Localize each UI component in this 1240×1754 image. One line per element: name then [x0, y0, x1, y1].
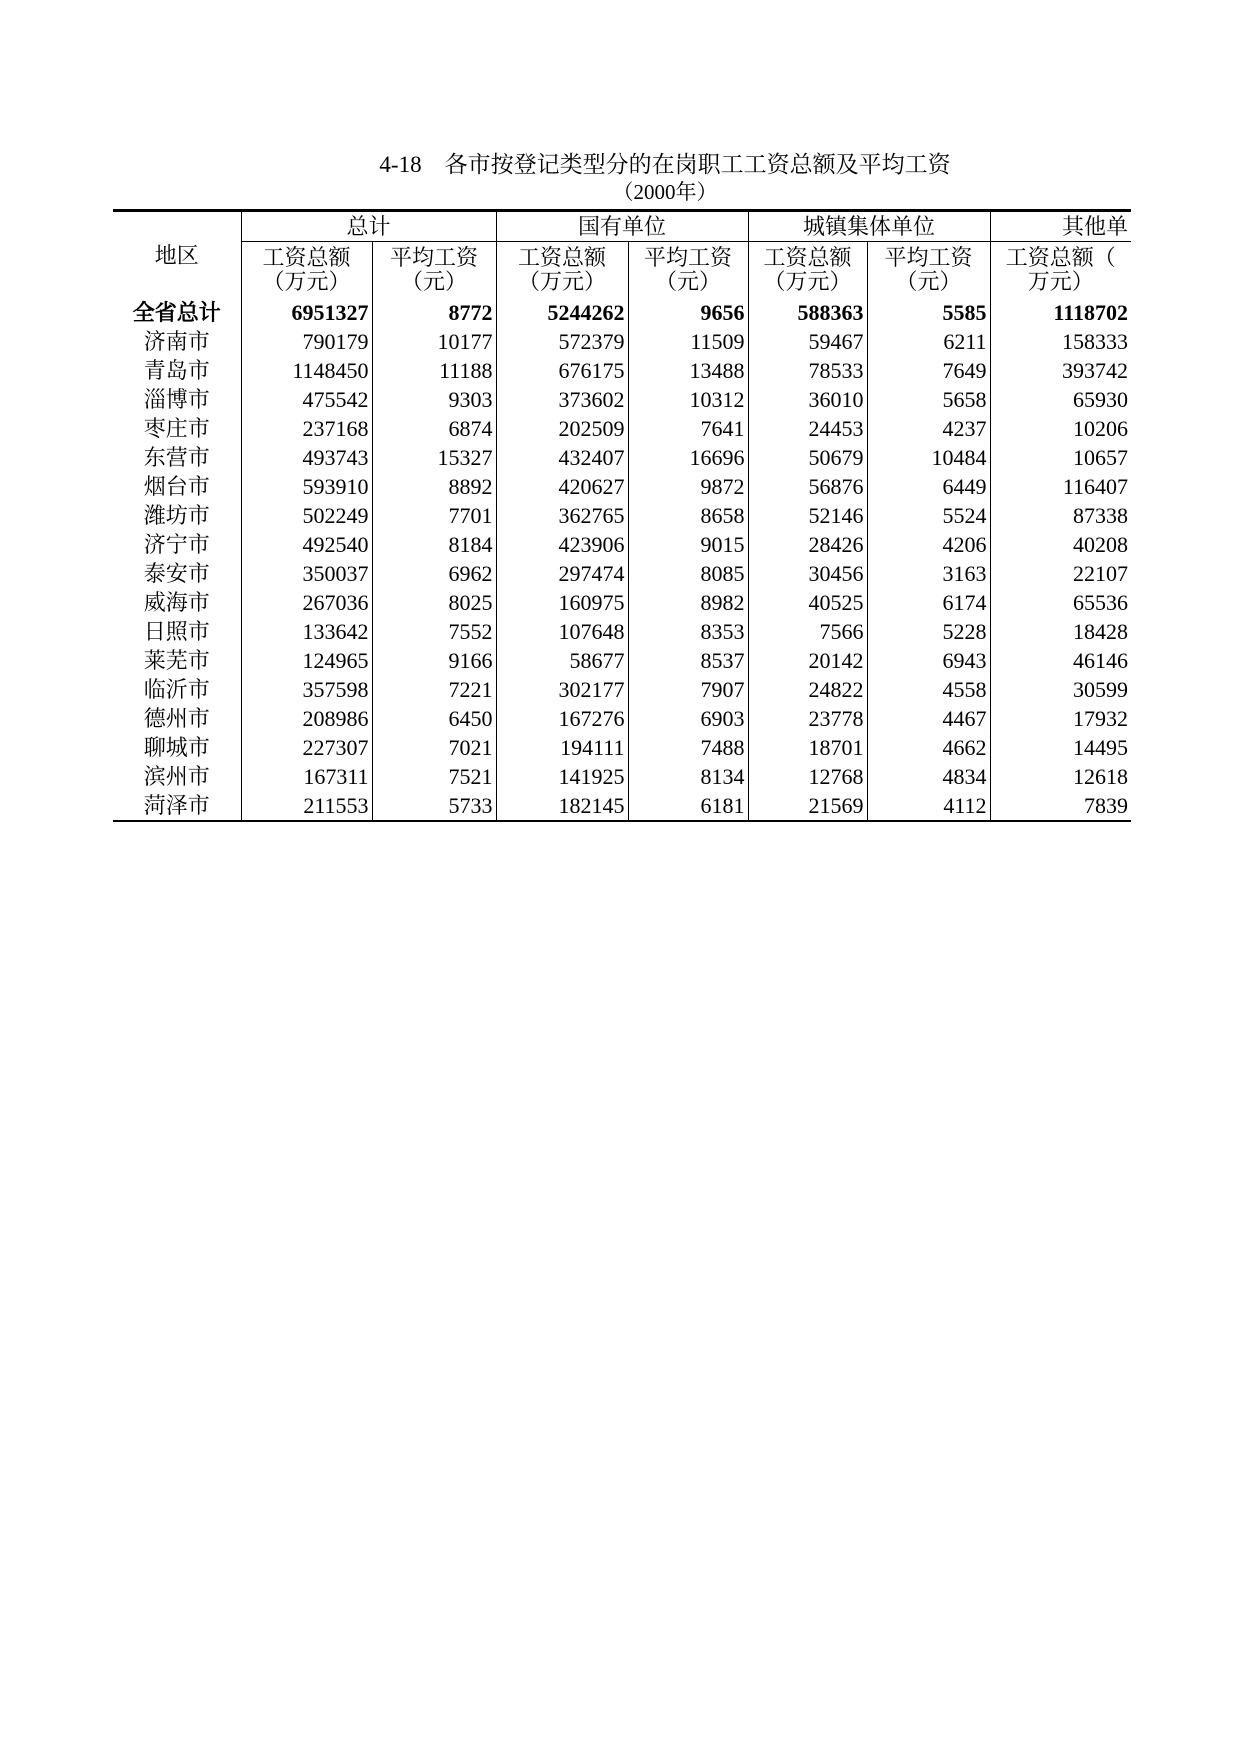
region-cell: 烟台市	[143, 474, 210, 499]
value-cell: 302177	[496, 675, 628, 704]
value-cell: 59467	[748, 327, 867, 356]
value-cell: 141925	[496, 762, 628, 791]
value-cell: 9872	[628, 472, 748, 501]
value-cell: 65536	[990, 588, 1131, 617]
value-cell: 8184	[372, 530, 496, 559]
value-cell: 7552	[372, 617, 496, 646]
value-cell: 10206	[990, 414, 1131, 443]
value-cell: 17932	[990, 704, 1131, 733]
value-cell: 11509	[628, 327, 748, 356]
value-cell: 1148450	[241, 356, 372, 385]
value-cell: 227307	[241, 733, 372, 762]
table-row	[113, 472, 1131, 501]
table-subtitle: （2000年）	[612, 180, 718, 204]
value-cell: 52146	[748, 501, 867, 530]
value-cell: 23778	[748, 704, 867, 733]
header-sub-row	[113, 242, 1131, 299]
value-cell: 790179	[241, 327, 372, 356]
table-row	[113, 733, 1131, 762]
value-cell: 393742	[990, 356, 1131, 385]
value-cell: 9303	[372, 385, 496, 414]
table-row	[113, 414, 1131, 443]
region-cell: 潍坊市	[143, 503, 210, 528]
value-cell: 9166	[372, 646, 496, 675]
region-cell: 莱芜市	[143, 648, 210, 673]
value-cell: 4112	[867, 791, 990, 821]
value-cell: 7641	[628, 414, 748, 443]
table-row	[113, 791, 1131, 821]
region-cell: 青岛市	[143, 358, 210, 383]
value-cell: 6181	[628, 791, 748, 821]
value-cell: 40525	[748, 588, 867, 617]
value-cell: 11188	[372, 356, 496, 385]
region-cell: 菏泽市	[113, 791, 241, 821]
table-row	[113, 327, 1131, 356]
region-cell: 东营市	[143, 445, 210, 470]
value-cell: 78533	[748, 356, 867, 385]
value-cell: 7021	[372, 733, 496, 762]
table-row	[113, 646, 1131, 675]
value-cell: 7649	[867, 356, 990, 385]
region-cell: 滨州市	[143, 764, 210, 789]
table-row	[113, 704, 1131, 733]
value-cell: 10312	[628, 385, 748, 414]
table-row	[113, 559, 1131, 588]
value-cell: 5585	[867, 298, 990, 327]
value-cell: 5658	[867, 385, 990, 414]
value-cell: 160975	[496, 588, 628, 617]
value-cell: 6962	[372, 559, 496, 588]
value-cell: 10484	[867, 443, 990, 472]
value-cell: 116407	[990, 472, 1131, 501]
table-row	[113, 356, 1131, 385]
value-cell: 158333	[990, 327, 1131, 356]
value-cell: 124965	[241, 646, 372, 675]
header-avg-wage: 平均工资 （元）	[867, 242, 990, 299]
value-cell: 475542	[241, 385, 372, 414]
region-cell: 临沂市	[143, 677, 210, 702]
value-cell: 50679	[748, 443, 867, 472]
value-cell: 493743	[241, 443, 372, 472]
value-cell: 36010	[748, 385, 867, 414]
value-cell: 5524	[867, 501, 990, 530]
table-row	[113, 617, 1131, 646]
value-cell: 8537	[628, 646, 748, 675]
value-cell: 9015	[628, 530, 748, 559]
value-cell: 9656	[628, 298, 748, 327]
value-cell: 18701	[748, 733, 867, 762]
header-wage-total: 工资总额 （万元）	[241, 242, 372, 299]
table-row	[113, 385, 1131, 414]
value-cell: 211553	[241, 791, 372, 821]
header-group-other: 其他单	[990, 211, 1131, 242]
value-cell: 362765	[496, 501, 628, 530]
value-cell: 16696	[628, 443, 748, 472]
value-cell: 18428	[990, 617, 1131, 646]
value-cell: 6211	[867, 327, 990, 356]
value-cell: 502249	[241, 501, 372, 530]
value-cell: 588363	[748, 298, 867, 327]
region-cell: 泰安市	[143, 561, 210, 586]
value-cell: 8658	[628, 501, 748, 530]
total-row	[113, 298, 1131, 327]
value-cell: 13488	[628, 356, 748, 385]
value-cell: 8085	[628, 559, 748, 588]
header-group-state-owned: 国有单位	[496, 211, 748, 242]
value-cell: 676175	[496, 356, 628, 385]
value-cell: 87338	[990, 501, 1131, 530]
value-cell: 4662	[867, 733, 990, 762]
table-row	[113, 530, 1131, 559]
value-cell: 4558	[867, 675, 990, 704]
value-cell: 15327	[372, 443, 496, 472]
value-cell: 237168	[241, 414, 372, 443]
value-cell: 208986	[241, 704, 372, 733]
value-cell: 182145	[496, 791, 628, 821]
value-cell: 4206	[867, 530, 990, 559]
header-group-collective: 城镇集体单位	[748, 211, 990, 242]
value-cell: 4237	[867, 414, 990, 443]
header-wage-total: 工资总额（ 万元）	[990, 242, 1131, 299]
value-cell: 7701	[372, 501, 496, 530]
value-cell: 572379	[496, 327, 628, 356]
value-cell: 4834	[867, 762, 990, 791]
value-cell: 7488	[628, 733, 748, 762]
value-cell: 6449	[867, 472, 990, 501]
table-row	[113, 501, 1131, 530]
region-cell: 威海市	[143, 590, 210, 615]
value-cell: 6943	[867, 646, 990, 675]
value-cell: 492540	[241, 530, 372, 559]
value-cell: 7566	[748, 617, 867, 646]
value-cell: 20142	[748, 646, 867, 675]
value-cell: 40208	[990, 530, 1131, 559]
value-cell: 58677	[496, 646, 628, 675]
header-avg-wage: 平均工资 （元）	[372, 242, 496, 299]
value-cell: 30599	[990, 675, 1131, 704]
value-cell: 350037	[241, 559, 372, 588]
value-cell: 65930	[990, 385, 1131, 414]
value-cell: 46146	[990, 646, 1131, 675]
value-cell: 22107	[990, 559, 1131, 588]
value-cell: 8982	[628, 588, 748, 617]
value-cell: 8353	[628, 617, 748, 646]
table-row	[113, 443, 1131, 472]
value-cell: 1118702	[990, 298, 1131, 327]
region-cell: 德州市	[143, 706, 210, 731]
value-cell: 6903	[628, 704, 748, 733]
wage-table	[113, 209, 1131, 822]
value-cell: 7907	[628, 675, 748, 704]
value-cell: 7221	[372, 675, 496, 704]
value-cell: 8134	[628, 762, 748, 791]
value-cell: 194111	[496, 733, 628, 762]
value-cell: 5228	[867, 617, 990, 646]
value-cell: 297474	[496, 559, 628, 588]
value-cell: 6450	[372, 704, 496, 733]
value-cell: 432407	[496, 443, 628, 472]
table-row	[113, 588, 1131, 617]
value-cell: 6951327	[241, 298, 372, 327]
header-region: 地区	[113, 211, 241, 299]
value-cell: 167276	[496, 704, 628, 733]
value-cell: 420627	[496, 472, 628, 501]
value-cell: 6874	[372, 414, 496, 443]
table-title: 4-18 各市按登记类型分的在岗职工工资总额及平均工资	[379, 152, 951, 177]
header-wage-total: 工资总额 （万元）	[496, 242, 628, 299]
region-cell: 淄博市	[143, 387, 210, 412]
region-cell: 济南市	[143, 329, 210, 354]
value-cell: 167311	[241, 762, 372, 791]
table-row	[113, 675, 1131, 704]
value-cell: 5244262	[496, 298, 628, 327]
header-group-total: 总计	[241, 211, 496, 242]
value-cell: 14495	[990, 733, 1131, 762]
header-wage-total: 工资总额 （万元）	[748, 242, 867, 299]
value-cell: 5733	[372, 791, 496, 821]
value-cell: 6174	[867, 588, 990, 617]
value-cell: 28426	[748, 530, 867, 559]
value-cell: 10657	[990, 443, 1131, 472]
region-cell: 全省总计	[132, 300, 221, 325]
value-cell: 3163	[867, 559, 990, 588]
value-cell: 24822	[748, 675, 867, 704]
value-cell: 30456	[748, 559, 867, 588]
value-cell: 202509	[496, 414, 628, 443]
region-cell: 聊城市	[143, 735, 210, 760]
region-cell: 枣庄市	[143, 416, 210, 441]
value-cell: 423906	[496, 530, 628, 559]
value-cell: 8892	[372, 472, 496, 501]
value-cell: 133642	[241, 617, 372, 646]
value-cell: 7521	[372, 762, 496, 791]
header-group-row	[113, 211, 1131, 242]
value-cell: 7839	[990, 791, 1131, 821]
value-cell: 56876	[748, 472, 867, 501]
value-cell: 21569	[748, 791, 867, 821]
value-cell: 373602	[496, 385, 628, 414]
table-row	[113, 762, 1131, 791]
value-cell: 8025	[372, 588, 496, 617]
header-avg-wage: 平均工资 （元）	[628, 242, 748, 299]
value-cell: 593910	[241, 472, 372, 501]
region-cell: 日照市	[143, 619, 210, 644]
region-cell: 济宁市	[143, 532, 210, 557]
value-cell: 24453	[748, 414, 867, 443]
value-cell: 12618	[990, 762, 1131, 791]
value-cell: 4467	[867, 704, 990, 733]
value-cell: 12768	[748, 762, 867, 791]
value-cell: 10177	[372, 327, 496, 356]
value-cell: 267036	[241, 588, 372, 617]
value-cell: 107648	[496, 617, 628, 646]
value-cell: 357598	[241, 675, 372, 704]
value-cell: 8772	[372, 298, 496, 327]
